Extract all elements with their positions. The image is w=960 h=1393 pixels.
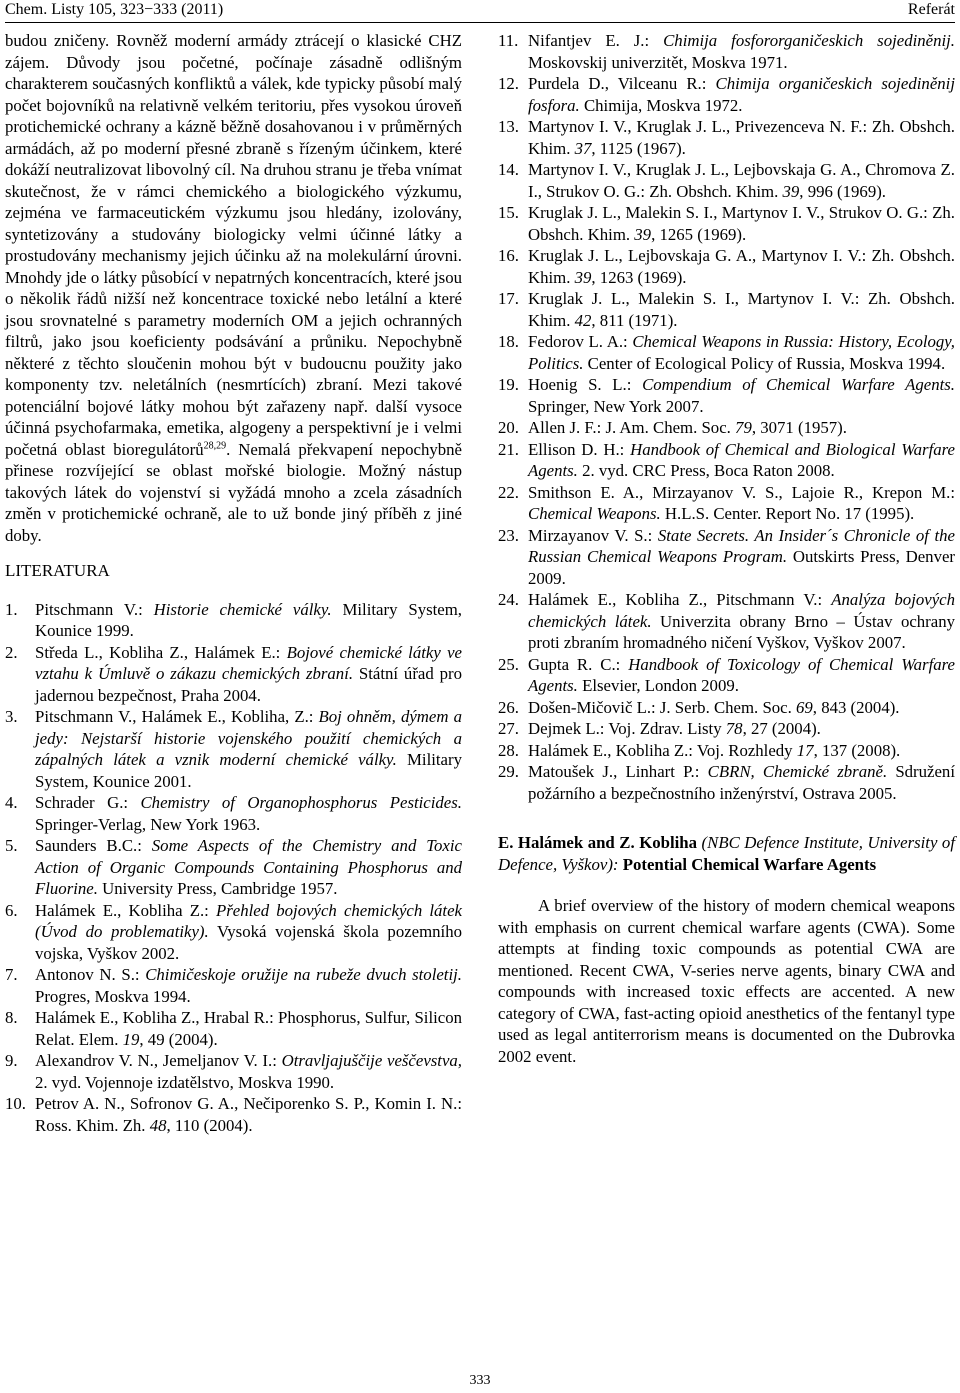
reference-text: Matoušek J., Linhart P.: (528, 762, 708, 781)
reference-list-left (5, 599, 462, 1137)
reference-number: 27. (498, 719, 519, 738)
abstract-body: A brief overview of the history of modern chemical weapons with emphasis on current chemical warfare agents (CWA). Some attempts at finding toxic compounds as potential CWA are mentioned. Recent CWA, V-series nerve agents, binary CWA and compounds with increased toxic effects are accented. A new category of CWA, fast-acting opioid anesthetics of the fentanyl type used as legal antiterrorism means is documented on the Dubrovka 2002 event. (498, 896, 955, 1066)
reference-text: Sdružení požárního a bezpečnostního inženýrství, Ostrava 2005. (528, 762, 955, 803)
reference-text: , 137 (2008). (813, 740, 901, 760)
reference-text: Kruglak J. L., Malekin S. I., Martynov I. V.: Zh. Obshch. Khim. (528, 289, 955, 330)
reference-item (5, 792, 462, 835)
reference-text: Gupta R. C.: (528, 654, 629, 674)
reference-text: Center of Ecological Policy of Russia, Moskva 1994. (583, 353, 946, 373)
reference-text: , 1263 (1969). (591, 267, 687, 287)
reference-text: 48 (149, 1115, 167, 1135)
reference-text: Smithson E. A., Mirzayanov V. S., Lajoie R., Krepon M.: (528, 482, 955, 502)
section-label: Referát (907, 1, 955, 18)
reference-text: Boj ohněm, dýmem a jedy: Nejstarší historie vojenského použití chemických a zápalných látek a vznik moderní chemické války. (35, 707, 462, 769)
reference-text: Chemistry of Organophosphorus Pesticides. (140, 793, 462, 812)
reference-text: Univerzita obrany Brno – Ústav ochrany proti zbraním hromadného ničení Vyškov, Vyškov 2007. (528, 611, 955, 652)
reference-text: , 811 (1971). (591, 310, 678, 330)
reference-item (498, 30, 955, 73)
reference-text: 42 (574, 310, 592, 330)
reference-number: 11. (498, 31, 519, 50)
reference-number: 3. (5, 707, 18, 726)
reference-text: Progres, Moskva 1994. (35, 986, 191, 1006)
reference-number: 7. (5, 965, 18, 984)
reference-text: , 996 (1969). (799, 181, 886, 201)
reference-text: Some Aspects of the Chemistry and Toxic Action of Organic Compounds Containing Phosphorus and Fluorine. (35, 836, 462, 898)
reference-text: , 49 (2004). (139, 1029, 218, 1049)
left-column (5, 30, 462, 1136)
page-number: 333 (469, 1373, 491, 1388)
reference-text: Alexandrov V. N., Jemeljanov V. I.: (35, 1051, 282, 1070)
reference-item (498, 245, 955, 288)
reference-text: Chimičeskoje oružije na rubeže dvuch stoletij. (145, 965, 462, 984)
reference-item (498, 331, 955, 374)
reference-text: Halámek E., Kobliha Z., Pitschmann V.: (528, 590, 832, 609)
reference-item (5, 1093, 462, 1136)
reference-number: 26. (498, 697, 519, 717)
reference-number: 23. (498, 525, 519, 545)
literature-heading: LITERATURA (5, 561, 110, 580)
abstract-affiliation: (NBC Defence Institute, University of Defence, Vyškov): (498, 833, 955, 874)
reference-number: 16. (498, 246, 519, 265)
reference-text: , 1265 (1969). (651, 224, 747, 244)
reference-number: 4. (5, 793, 18, 812)
reference-item (498, 525, 955, 590)
reference-item (5, 1007, 462, 1050)
reference-item (498, 439, 955, 482)
reference-text: Nifantjev E. J.: (528, 31, 664, 50)
reference-item (5, 599, 462, 642)
reference-text: Schrader G.: (35, 793, 141, 812)
reference-list-right (498, 30, 955, 804)
reference-item (5, 642, 462, 707)
reference-number: 17. (498, 289, 519, 308)
reference-number: 15. (498, 203, 519, 222)
reference-text: 79 (735, 418, 752, 437)
reference-text: 39 (574, 267, 592, 287)
reference-item (498, 718, 955, 740)
reference-text: Dejmek L.: Voj. Zdrav. Listy (528, 719, 726, 738)
reference-item (5, 964, 462, 1007)
reference-text: Handbook of Toxicology of Chemical Warfare Agents. (528, 654, 955, 695)
reference-text: Mirzayanov V. S.: (528, 525, 658, 545)
reference-text: Pitschmann V., Halámek E., Kobliha, Z.: (35, 707, 319, 726)
reference-item (498, 417, 955, 439)
reference-text: , 110 (2004). (166, 1115, 253, 1135)
reference-item (498, 482, 955, 525)
reference-number: 5. (5, 836, 18, 855)
citation-superscript: 28,29 (203, 439, 227, 451)
reference-text: State Secrets. An Insider´s Chronicle of the Russian Chemical Weapons Program. (528, 525, 956, 566)
reference-text: Chemical Weapons. (528, 504, 661, 523)
reference-number: 21. (498, 439, 519, 459)
reference-text: 39 (782, 181, 800, 201)
reference-text: Petrov A. N., Sofronov G. A., Nečiporenko S. P., Komin I. N.: Ross. Khim. Zh. (35, 1094, 462, 1135)
reference-number: 25. (498, 654, 519, 674)
reference-text: , 843 (2004). (812, 697, 900, 717)
reference-text: Bojové chemické látky ve vztahu k Úmluvě o zákazu chemických zbraní. (35, 642, 462, 683)
reference-number: 6. (5, 900, 18, 920)
reference-item (498, 654, 955, 697)
reference-text: Středa L., Kobliha Z., Halámek E.: (35, 642, 287, 662)
reference-item (498, 202, 955, 245)
reference-text: Halámek E., Kobliha Z., Hrabal R.: Phosphorus, Sulfur, Silicon Relat. Elem. (35, 1008, 462, 1049)
reference-item (498, 288, 955, 331)
reference-text: Outskirts Press, Denver 2009. (528, 547, 955, 588)
reference-text: Saunders B.C.: (35, 836, 152, 855)
reference-text: Springer-Verlag, New York 1963. (35, 814, 261, 834)
reference-text: Compendium of Chemical Warfare Agents. (642, 375, 955, 394)
body-paragraph: budou zničeny. Rovněž moderní armády ztrácejí o klasické CHZ zájem. Důvody jsou početné, počínaje zásadně odlišným charakterem současných konfliktů a válek, kde typicky působí malý počet bojovníků na relativně velkém teritoriu, přes vysokou úroveň protichemické ochrany a kázně běžně dosahovanou i v průměrných armádách, až po moderní přesné zbraně s řízeným účinkem, které dokáží neutralizovat libovolný cíl. Na druhou stranu je třeba vnímat skutečnost, že v rámci chemického a biologického výzkumu, zejména ve farmaceutickém výzkumu jsou hledány, izolovány, syntetizovány a studovány biologicky velmi účinné látky a prostudovány mechanismy jejich účinku až na molekulární úrovni. Mnohdy jde o látky působící v nepatrných koncentracích, které jsou o několik řádů nižší než koncentrace toxické nebo letální a které jsou srovnatelné s parametry moderních OM a jejich ochranných filtrů, jako jsou koeficienty podsávání a průniku. Nepochybně některé z těchto sloučenin mohou být v budoucnu použity jako komponenty tzv. neletálních (nesmrtících) zbraní. Mezi takové potenciální bojové látky mohou být zařazeny např. další vysoce účinná psychofarmaka, emetika, algogeny a perspektivní je i velmi početná oblast bioregulátorů$^{28,29}$. Nemalá překvapení nepochybně přinese rozvíjející se oblast mořské biologie. Možný nástup takových látek do vojenství si vyžádá mnoho a zcela zásadních změn v protichemické ochraně, ale to už bonde jiný příběh z jiné doby. (5, 31, 463, 545)
reference-text: Martynov I. V., Kruglak J. L., Privezenceva N. F.: Zh. Obshch. Khim. (528, 117, 955, 158)
reference-text: Handbook of Chemical and Biological Warfare Agents. (528, 439, 955, 480)
reference-text: Military System, Kounice 2001. (35, 750, 462, 791)
reference-number: 9. (5, 1051, 18, 1070)
journal-citation: Chem. Listy 105, 323−333 (2011) (5, 1, 224, 18)
reference-text: Chemical Weapons in Russia: History, Ecology, Politics. (528, 332, 956, 373)
reference-item (5, 706, 462, 792)
reference-text: Kruglak J. L., Malekin S. I., Martynov I. V., Strukov O. G.: Zh. Obshch. Khim. (528, 203, 955, 244)
reference-text: Military System, Kounice 1999. (35, 599, 462, 640)
reference-text: Martynov I. V., Kruglak J. L., Lejbovskaja G. A., Chromova Z. I., Strukov O. G.: Zh. Obshch. Khim. (528, 160, 955, 201)
reference-item (498, 697, 955, 719)
abstract-title: Potential Chemical Warfare Agents (622, 854, 877, 874)
reference-number: 2. (5, 642, 18, 662)
reference-text: 69 (796, 697, 813, 717)
reference-item (5, 900, 462, 965)
reference-text: Moskovskij univerzitět, Moskva 1971. (528, 52, 788, 72)
reference-item (5, 1050, 462, 1093)
reference-number: 20. (498, 418, 519, 437)
reference-text: Elsevier, London 2009. (577, 676, 739, 695)
reference-text: 2. vyd. CRC Press, Boca Raton 2008. (577, 461, 835, 480)
reference-text: Springer, New York 2007. (528, 396, 704, 416)
reference-text: , 1125 (1967). (591, 138, 686, 158)
reference-item (498, 761, 955, 804)
reference-text: Chimija organičeskich sojediněnij fosfora. (528, 74, 955, 115)
reference-number: 24. (498, 590, 519, 609)
reference-number: 1. (5, 599, 18, 619)
reference-number: 22. (498, 482, 519, 502)
reference-text: Antonov N. S.: (35, 965, 146, 984)
reference-number: 14. (498, 160, 519, 179)
reference-number: 8. (5, 1008, 18, 1027)
reference-text: Purdela D., Vilceanu R.: (528, 74, 716, 93)
reference-text: Přehled bojových chemických látek (Úvod do problematiky). (35, 900, 462, 941)
reference-text: 17 (796, 740, 814, 760)
reference-item (498, 159, 955, 202)
reference-text: Hoenig S. L.: (528, 375, 643, 394)
reference-item (498, 374, 955, 417)
reference-item (498, 73, 955, 116)
reference-item (498, 589, 955, 654)
reference-text: Došen-Mičovič L.: J. Serb. Chem. Soc. (528, 697, 797, 717)
reference-text: Allen J. F.: J. Am. Chem. Soc. (528, 418, 736, 437)
reference-text: 37 (574, 138, 592, 158)
reference-number: 12. (498, 74, 519, 93)
reference-text: Halámek E., Kobliha Z.: Voj. Rozhledy (528, 740, 797, 760)
reference-text: Chimija, Moskva 1972. (579, 95, 743, 115)
reference-text: Kruglak J. L., Lejbovskaja G. A., Martynov I. V.: Zh. Obshch. Khim. (528, 246, 955, 287)
reference-text: Otravljajuščije veščevstva, (281, 1051, 462, 1070)
reference-number: 13. (498, 117, 519, 136)
reference-number: 28. (498, 740, 519, 760)
right-column (498, 30, 955, 1067)
reference-text: Fedorov L. A.: (528, 332, 633, 351)
abstract-heading (498, 832, 955, 875)
reference-item (5, 835, 462, 900)
reference-text: 78 (725, 719, 743, 738)
reference-text: Analýza bojových chemických látek. (528, 590, 955, 631)
reference-item (498, 740, 955, 762)
reference-text: Historie chemické války. (153, 599, 332, 619)
abstract-authors: E. Halámek and Z. Kobliha (498, 833, 698, 852)
reference-text: , 3071 (1957). (751, 418, 847, 437)
reference-text: Halámek E., Kobliha Z.: (35, 900, 216, 920)
reference-number: 29. (498, 762, 519, 781)
reference-text: Státní úřad pro jadernou bezpečnost, Praha 2004. (35, 664, 462, 705)
reference-text: Vysoká vojenská škola pozemního vojska, Vyškov 2002. (35, 922, 462, 963)
reference-text: H.L.S. Center. Report No. 17 (1995). (660, 504, 915, 523)
reference-text: Pitschmann V.: (35, 599, 154, 619)
reference-text: CBRN, Chemické zbraně. (707, 762, 888, 781)
header-rule (5, 22, 955, 23)
reference-item (498, 116, 955, 159)
page-header (5, 0, 955, 22)
reference-number: 19. (498, 375, 519, 394)
reference-text: , 27 (2004). (742, 719, 821, 738)
reference-text: 39 (634, 224, 652, 244)
reference-text: 19 (122, 1029, 140, 1049)
reference-number: 18. (498, 332, 519, 351)
reference-number: 10. (5, 1094, 26, 1113)
reference-text: Ellison D. H.: (528, 439, 631, 459)
reference-text: University Press, Cambridge 1957. (97, 879, 338, 898)
reference-text: 2. vyd. Vojennoje izdatělstvo, Moskva 1990. (35, 1072, 335, 1092)
reference-text: Chimija fosfororganičeskich sojediněnij. (663, 31, 956, 50)
